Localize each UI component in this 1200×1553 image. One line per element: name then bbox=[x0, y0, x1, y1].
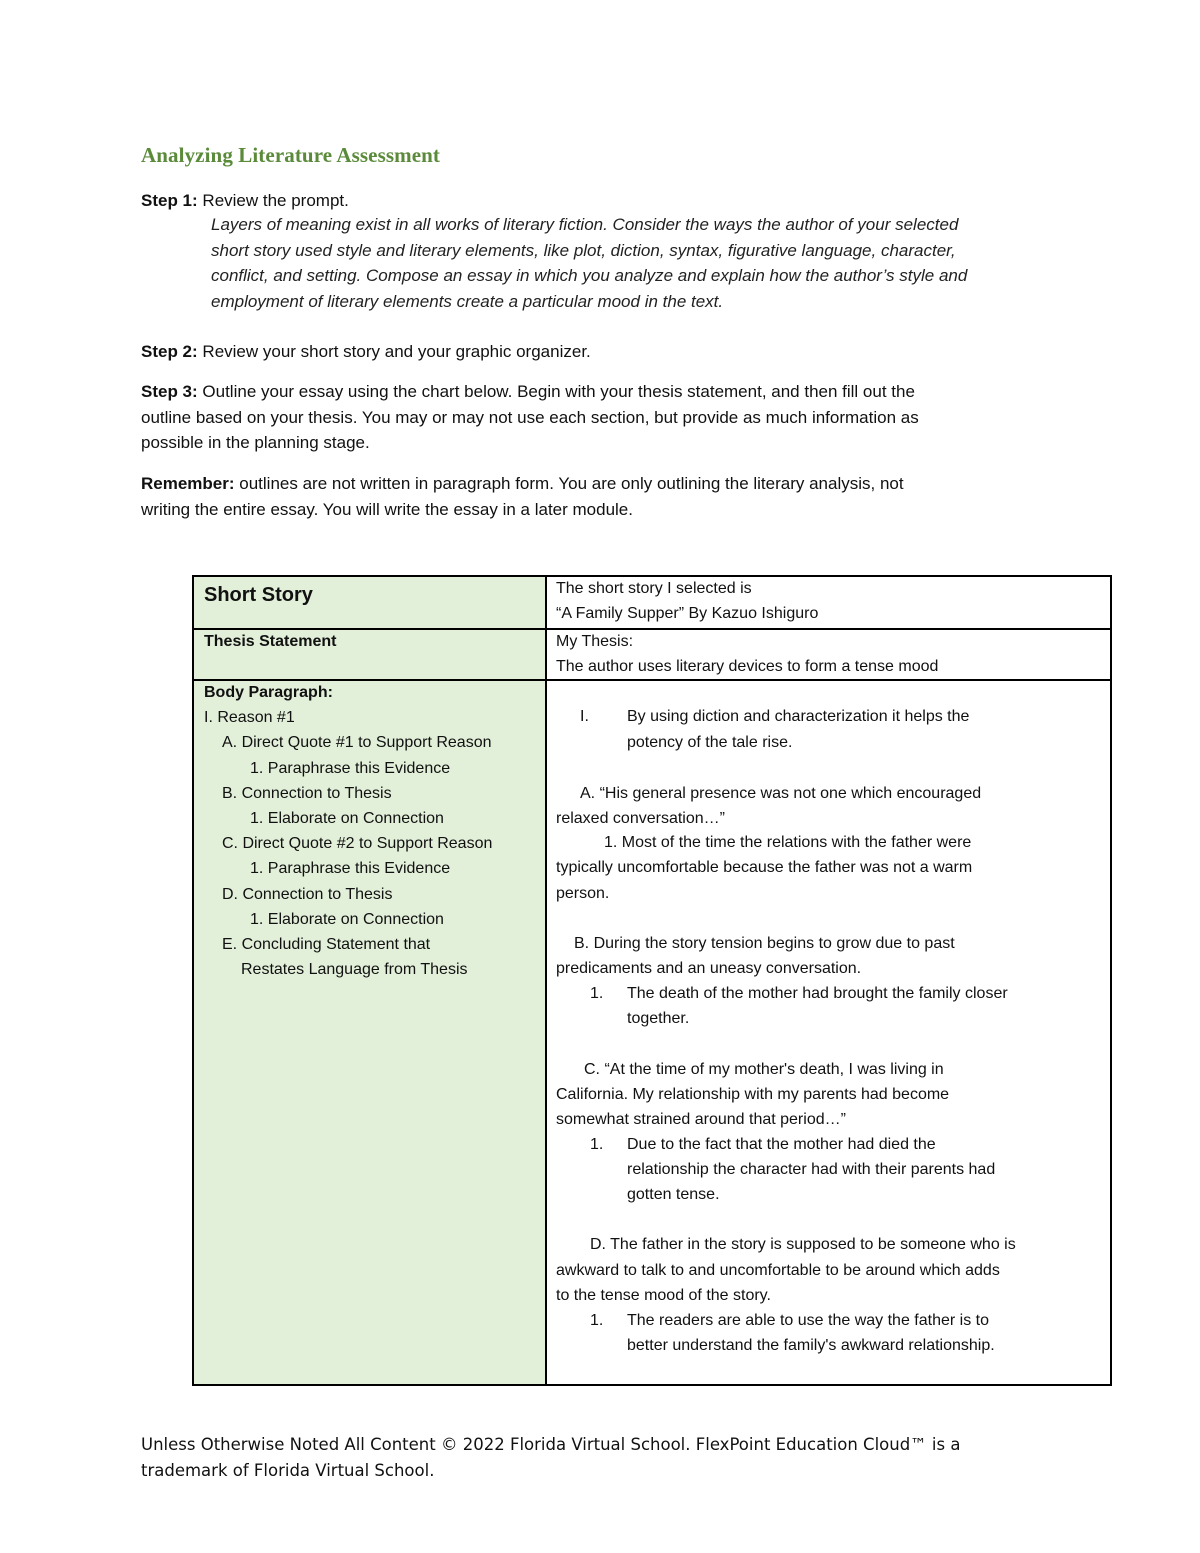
step2-line bbox=[141, 339, 591, 365]
outline-item: I. Reason #1 bbox=[204, 709, 295, 726]
short-story-title: “A Family Supper” By Kazuo Ishiguro bbox=[556, 605, 819, 622]
answer-line: Due to the fact that the mother had died the bbox=[627, 1136, 936, 1153]
answer-line: The readers are able to use the way the father is to bbox=[627, 1312, 989, 1329]
remember-text: outlines are not written in paragraph form. You are only outlining the literary analysis, not bbox=[234, 474, 904, 493]
outline-item: 1. Elaborate on Connection bbox=[250, 911, 444, 928]
answer-line: together. bbox=[627, 1010, 690, 1027]
footer bbox=[141, 1432, 960, 1483]
remember-text: writing the entire essay. You will write the essay in a later module. bbox=[141, 499, 633, 519]
answer-line: typically uncomfortable because the father was not a warm bbox=[556, 859, 973, 876]
step1-label: Step 1: bbox=[141, 191, 198, 210]
outline-item: 1. Paraphrase this Evidence bbox=[250, 860, 451, 877]
step2-label: Step 2: bbox=[141, 342, 198, 361]
answer-line: The death of the mother had brought the family closer bbox=[627, 985, 1008, 1002]
remember-block bbox=[141, 471, 904, 522]
page-title: Analyzing Literature Assessment bbox=[141, 143, 441, 167]
answer-line: gotten tense. bbox=[627, 1186, 720, 1203]
answer-line: awkward to talk to and uncomfortable to be around which adds bbox=[556, 1262, 1000, 1279]
remember-label: Remember: bbox=[141, 474, 235, 493]
row-label-short-story: Short Story bbox=[204, 584, 313, 606]
step3-text: outline based on your thesis. You may or may not use each section, but provide as much information as bbox=[141, 407, 919, 427]
outline-item: E. Concluding Statement that bbox=[222, 936, 431, 953]
step1-line bbox=[141, 188, 349, 214]
answer-line: relationship the character had with their parents had bbox=[627, 1161, 996, 1178]
answer-marker: 1. bbox=[590, 1312, 604, 1329]
step3-text: Outline your essay using the chart below. Begin with your thesis statement, and then fill out the bbox=[197, 382, 915, 401]
answer-line: California. My relationship with my parents had become bbox=[556, 1086, 950, 1103]
answer-line: B. During the story tension begins to grow due to past bbox=[574, 935, 955, 952]
outline-item: 1. Paraphrase this Evidence bbox=[250, 760, 451, 777]
step2-text: Review your short story and your graphic organizer. bbox=[197, 342, 591, 361]
answer-line: D. The father in the story is supposed to be someone who is bbox=[590, 1236, 1016, 1253]
column-divider bbox=[545, 577, 547, 1384]
answer-line: relaxed conversation…” bbox=[556, 810, 725, 827]
answer-line: predicaments and an uneasy conversation. bbox=[556, 960, 862, 977]
step3-label: Step 3: bbox=[141, 382, 198, 401]
answer-line: C. “At the time of my mother's death, I was living in bbox=[584, 1061, 944, 1078]
outline-item: C. Direct Quote #2 to Support Reason bbox=[222, 835, 493, 852]
footer-line: Unless Otherwise Noted All Content © 2022 Florida Virtual School. FlexPoint Education Cloud™ is a bbox=[141, 1435, 961, 1454]
step1-text: Review the prompt. bbox=[197, 191, 349, 210]
answer-line: A. “His general presence was not one which encouraged bbox=[580, 785, 982, 802]
answer-line: person. bbox=[556, 885, 610, 902]
prompt-line: Layers of meaning exist in all works of literary fiction. Consider the ways the author of your selected bbox=[211, 215, 959, 234]
prompt-block bbox=[211, 212, 967, 314]
row-label-thesis: Thesis Statement bbox=[204, 633, 337, 650]
row-label-body-paragraph: Body Paragraph: bbox=[204, 684, 333, 701]
outline-table bbox=[192, 575, 1112, 1386]
short-story-line: The short story I selected is bbox=[556, 580, 752, 597]
answer-line: better understand the family's awkward relationship. bbox=[627, 1337, 995, 1354]
answer-marker: 1. bbox=[590, 985, 604, 1002]
row-divider bbox=[194, 628, 1110, 630]
answer-marker: I. bbox=[580, 708, 589, 725]
outline-item: 1. Elaborate on Connection bbox=[250, 810, 444, 827]
answer-marker: 1. bbox=[590, 1136, 604, 1153]
answer-line: 1. Most of the time the relations with the father were bbox=[604, 834, 972, 851]
prompt-line: conflict, and setting. Compose an essay in which you analyze and explain how the author’s style and bbox=[211, 266, 968, 285]
outline-item: D. Connection to Thesis bbox=[222, 886, 393, 903]
answer-line: By using diction and characterization it helps the bbox=[627, 708, 970, 725]
step3-block bbox=[141, 379, 919, 456]
prompt-line: short story used style and literary elements, like plot, diction, syntax, figurative language, character, bbox=[211, 240, 956, 260]
row-divider bbox=[194, 679, 1110, 681]
outline-item: B. Connection to Thesis bbox=[222, 785, 392, 802]
answer-line: to the tense mood of the story. bbox=[556, 1287, 771, 1304]
thesis-heading: My Thesis: bbox=[556, 633, 634, 650]
outline-item: Restates Language from Thesis bbox=[241, 961, 468, 978]
outline-item: A. Direct Quote #1 to Support Reason bbox=[222, 734, 492, 751]
prompt-line: employment of literary elements create a particular mood in the text. bbox=[211, 291, 724, 311]
thesis-text: The author uses literary devices to form a tense mood bbox=[556, 658, 939, 675]
answer-line: somewhat strained around that period…” bbox=[556, 1111, 846, 1128]
answer-line: potency of the tale rise. bbox=[627, 734, 793, 751]
step3-text: possible in the planning stage. bbox=[141, 433, 370, 452]
footer-line: trademark of Florida Virtual School. bbox=[141, 1460, 435, 1480]
